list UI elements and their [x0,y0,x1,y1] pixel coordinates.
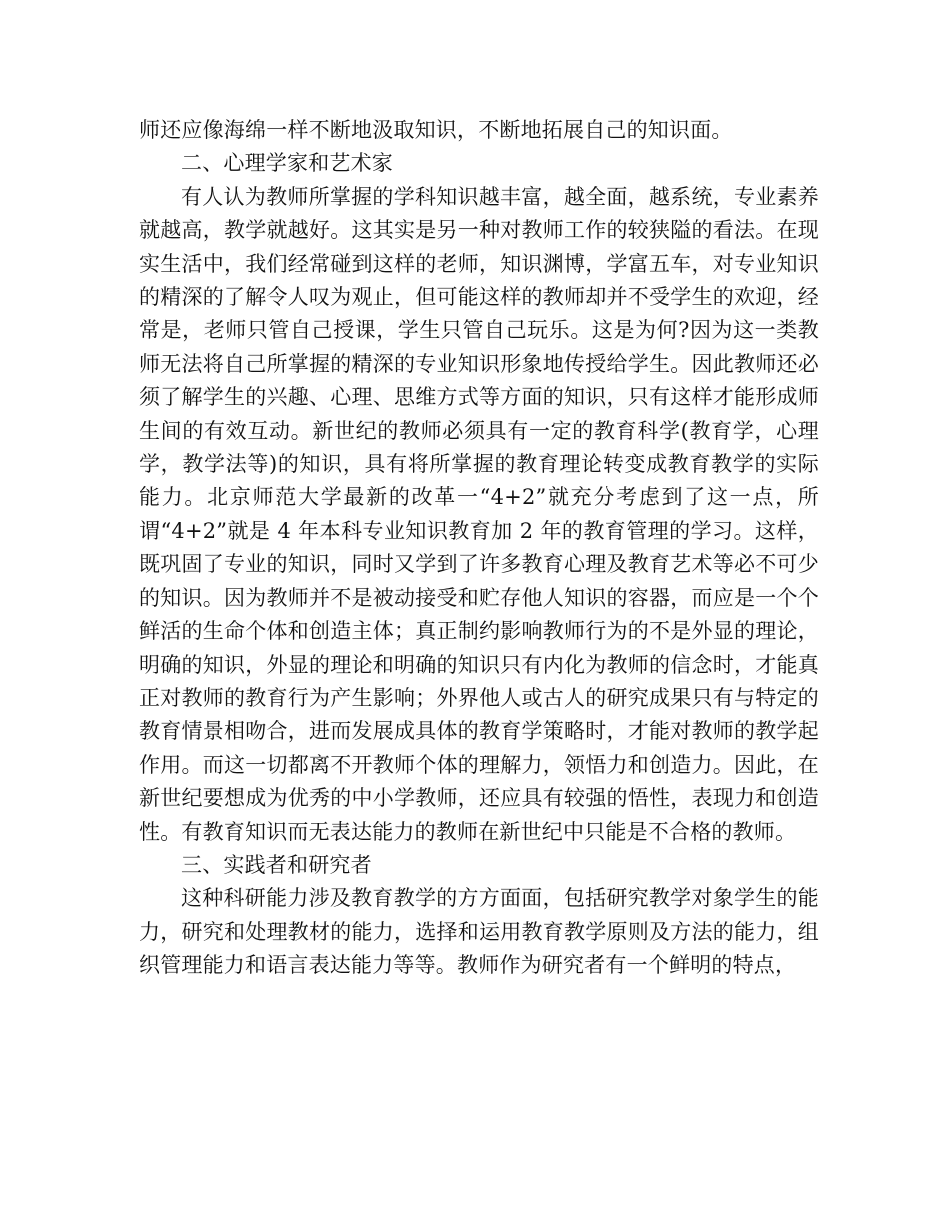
section-heading-2: 二、心理学家和艺术家 [181,151,393,176]
document-body [139,114,819,983]
section-heading-3: 三、实践者和研究者 [181,852,372,877]
paragraph-continued: 师还应像海绵一样不断地汲取知识，不断地拓展自己的知识面。 [139,118,733,142]
paragraph-section-3: 这种科研能力涉及教育教学的方方面面，包括研究教学对象学生的能力，研究和处理教材的能力，选择和运用教育教学原则及方法的能力，组织管理能力和语言表达能力等等。教师作为研究者有一个鲜明的特点， [139,886,819,978]
paragraph-section-2: 有人认为教师所掌握的学科知识越丰富，越全面，越系统，专业素养就越高，教学就越好。这其实是另一种对教师工作的较狭隘的看法。在现实生活中，我们经常碰到这样的老师，知识渊博，学富五车，对专业知识的精深的了解令人叹为观止，但可能这样的教师却并不受学生的欢迎，经常是，老师只管自己授课，学生只管自己玩乐。这是为何?因为这一类教师无法将自己所掌握的精深的专业知识形象地传授给学生。因此教师还必须了解学生的兴趣、心理、思维方式等方面的知识，只有这样才能形成师生间的有效互动。新世纪的教师必须具有一定的教育科学(教育学，心理学，教学法等)的知识，具有将所掌握的教育理论转变成教育教学的实际能力。北京师范大学最新的改革一“4+2”就充分考虑到了这一点，所谓“4+2”就是 4 年本科专业知识教育加 2 年的教育管理的学习。这样，既巩固了专业的知识，同时又学到了许多教育心理及教育艺术等必不可少的知识。因为教师并不是被动接受和贮存他人知识的容器，而应是一个个鲜活的生命个体和创造主体；真正制约影响教师行为的不是外显的理论，明确的知识，外显的理论和明确的知识只有内化为教师的信念时，才能真正对教师的教育行为产生影响；外界他人或古人的研究成果只有与特定的教育情景相吻合，进而发展成具体的教育学策略时，才能对教师的教学起作用。而这一切都离不开教师个体的理解力，领悟力和创造力。因此，在新世纪要想成为优秀的中小学教师，还应具有较强的悟性，表现力和创造性。有教育知识而无表达能力的教师在新世纪中只能是不合格的教师。 [139,184,820,844]
